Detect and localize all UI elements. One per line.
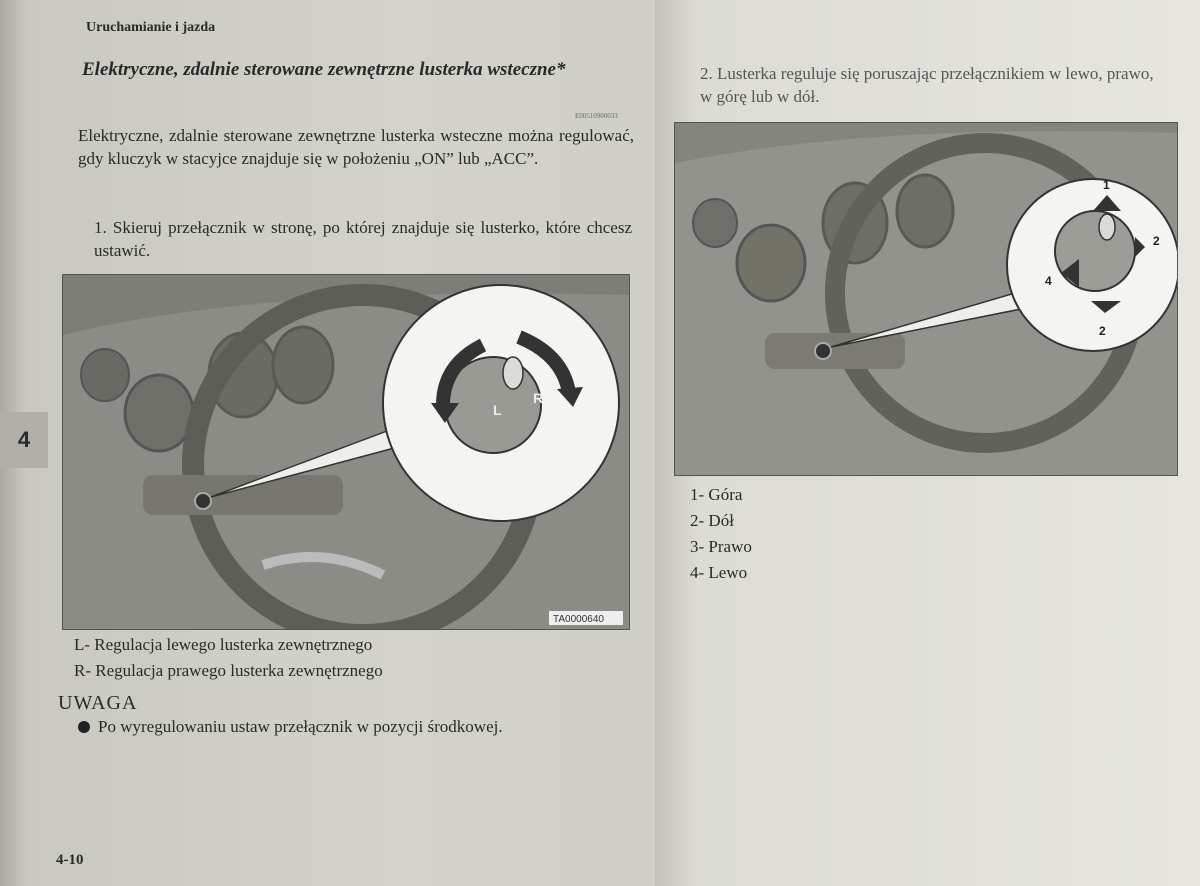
knob-lever [1099,214,1115,240]
legend-item: L- Regulacja lewego lusterka zewnętrznego [74,635,373,654]
step-1-text: Skieruj przełącznik w stronę, po której znajduje się lusterko, które chcesz ustawić. [94,218,632,260]
legend-right [690,482,890,586]
air-vent [125,375,193,451]
step-1-number: 1. [94,218,107,237]
figure-code: TA0000640 [553,614,604,625]
step-1 [94,216,632,262]
legend-item: 4- Lewo [690,563,748,582]
lower-panel [143,475,343,515]
legend-item: R- Regulacja prawego lusterka zewnętrznego [74,661,383,680]
callout-2: 2 [1099,324,1106,338]
figure-mirror-adjust [674,122,1178,476]
knob-label-r: R [533,390,544,406]
reference-code: E00510900033 [575,112,618,120]
step-2-number: 2. [700,64,713,83]
callout-2: 2 [1153,234,1160,248]
intro-paragraph: Elektryczne, zdalnie sterowane zewnętrzne lusterka wsteczne można regulować, gdy kluczyk w stacyjce znajduje się w położeniu „ON” lub „ACC”. [78,126,634,168]
mirror-switch [815,343,831,359]
note-title: UWAGA [58,692,138,714]
note [78,716,624,738]
legend-item: 3- Prawo [690,537,752,556]
air-vent [81,349,129,401]
note-text: Po wyregulowaniu ustaw przełącznik w pozycji środkowej. [98,717,503,736]
dashboard-illustration-left [63,275,629,629]
legend-item: 1- Góra [690,485,743,504]
chapter-tab: 4 [0,412,48,468]
legend-item: 2- Dół [690,511,734,530]
mirror-switch [195,493,211,509]
bullet-icon [78,721,90,733]
step-2-text: Lusterka reguluje się poruszając przełącznikiem w lewo, prawo, w górę lub w dół. [700,64,1154,106]
section-header: Uruchamianie i jazda [86,20,216,35]
air-vent [693,199,737,247]
air-vent [737,225,805,301]
section-title: Elektryczne, zdalnie sterowane zewnętrzne lusterka wsteczne* [82,59,566,80]
knob-lever [503,357,523,389]
page-number: 4-10 [56,852,84,868]
step-2 [700,62,1170,108]
callout-4: 4 [1045,274,1052,288]
legend-left [74,632,614,684]
gauge [897,175,953,247]
gauge [273,327,333,403]
dashboard-illustration-right [675,123,1177,475]
callout-1: 1 [1103,178,1110,192]
lower-panel [765,333,905,369]
knob-label-l: L [493,402,502,418]
mirror-knob [1055,211,1135,291]
figure-mirror-selector [62,274,630,630]
